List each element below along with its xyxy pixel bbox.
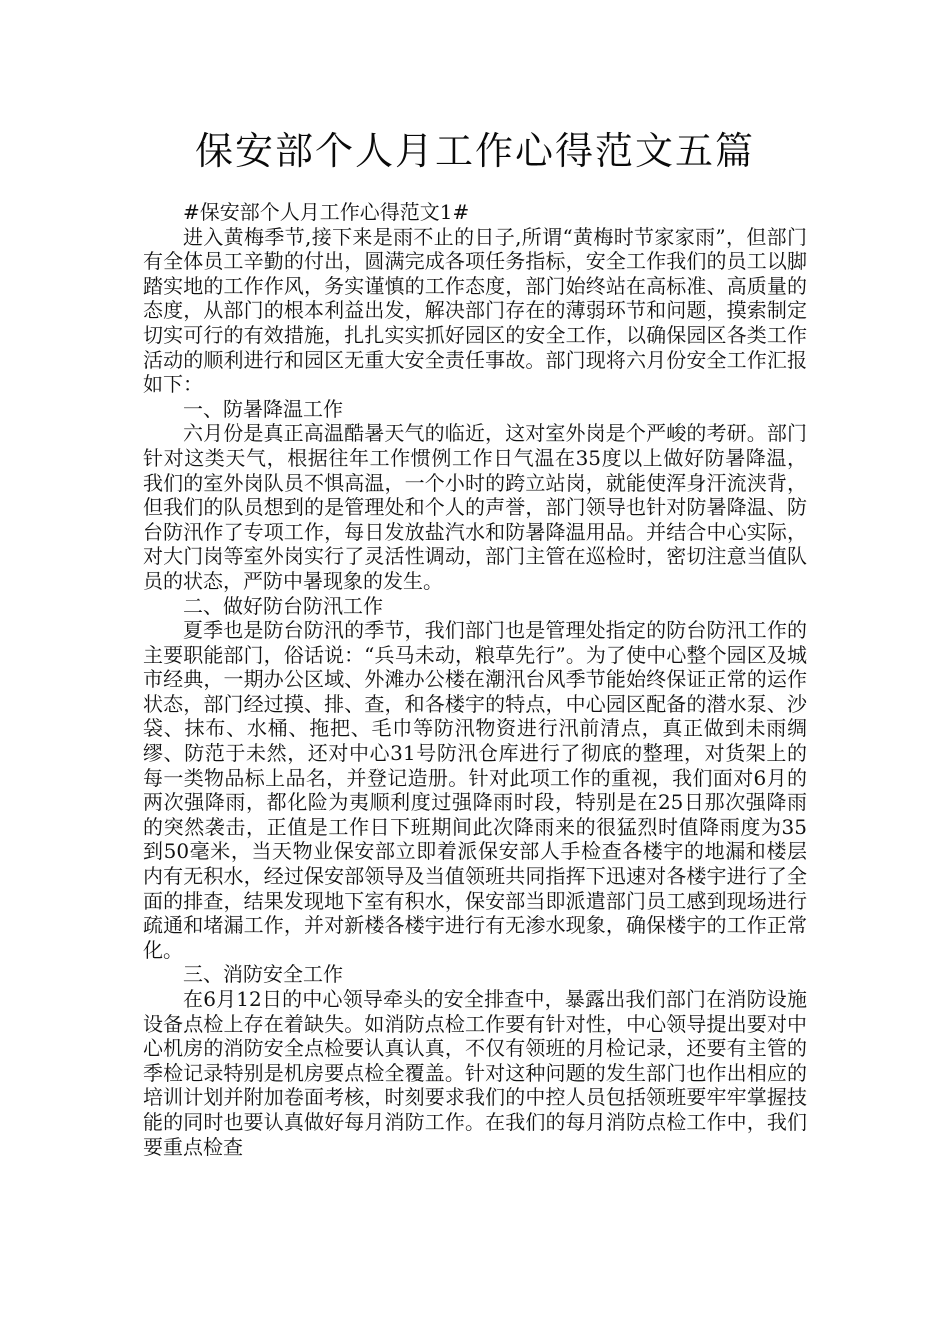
article-subtitle: #保安部个人月工作心得范文1# <box>183 200 470 224</box>
section-heading-flood: 二、做好防台防汛工作 <box>183 593 383 618</box>
section-text-flood: 夏季也是防台防汛的季节，我们部门也是管理处指定的防台防汛工作的主要职能部门，俗话说：“兵马未动，粮草先行”。为了使中心整个园区及城市经典，一期办公区域、外滩办公楼在潮汛台风季节能始终保证正常的运作状态，部门经过摸、排、查，和各楼宇的特点，中心园区配备的潜水泵、沙袋、抹布、水桶、拖把、毛巾等防汛物资进行汛前清点，真正做到未雨绸缪、防范于未然，还对中心31号防汛仓库进行了彻底的整理，对货架上的每一类物品标上品名，并登记造册。针对此项工作的重视，我们面对6月的两次强降雨，都化险为夷顺利度过强降雨时段，特别是在25日那次强降雨的突然袭击，正值是工作日下班期间此次降雨来的很猛烈时值降雨度为35到50毫米，当天物业保安部立即着派保安部人手检查各楼宇的地漏和楼层内有无积水，经过保安部领导及当值领班共同指挥下迅速对各楼宇进行了全面的排查，结果发现地下室有积水，保安部当即派遣部门员工感到现场进行疏通和堵漏工作，并对新楼各楼宇进行有无渗水现象，确保楼宇的工作正常化。 <box>143 618 807 962</box>
section-heading-cooling: 一、防暑降温工作 <box>183 396 343 421</box>
section-heading-fire: 三、消防安全工作 <box>183 962 343 987</box>
intro-paragraph: 进入黄梅季节,接下来是雨不止的日子,所谓“黄梅时节家家雨”，但部门有全体员工辛勤的付出，圆满完成各项任务指标，安全工作我们的员工以脚踏实地的工作作风，务实谨慎的工作态度，部门始终站在高标准、高质量的态度，从部门的根本利益出发，解决部门存在的薄弱环节和问题，摸索制定切实可行的有效措施，扎扎实实抓好园区的安全工作，以确保园区各类工作活动的顺利进行和园区无重大安全责任事故。部门现将六月份安全工作汇报如下： <box>143 224 807 397</box>
section-text-fire: 在6月12日的中心领导牵头的安全排查中，暴露出我们部门在消防设施设备点检上存在着缺失。如消防点检工作要有针对性，中心领导提出要对中心机房的消防安全点检要认真认真，不仅有领班的月检记录，还要有主管的季检记录特别是机房要点检全覆盖。针对这种问题的发生部门也作出相应的培训计划并附加卷面考核，时刻要求我们的中控人员包括领班要牢牢掌握技能的同时也要认真做好每月消防工作。在我们的每月消防点检工作中，我们要重点检查 <box>143 987 807 1159</box>
document-title: 保安部个人月工作心得范文五篇 <box>194 129 755 173</box>
document-body <box>143 200 807 1159</box>
section-text-cooling: 六月份是真正高温酷暑天气的临近，这对室外岗是个严峻的考研。部门针对这类天气，根据往年工作惯例工作日气温在35度以上做好防暑降温，我们的室外岗队员不惧高温，一个小时的跨立站岗，就能使浑身汗流浃背，但我们的队员想到的是管理处和个人的声誉，部门领导也针对防暑降温、防台防汛作了专项工作，每日发放盐汽水和防暑降温用品。并结合中心实际，对大门岗等室外岗实行了灵活性调动，部门主管在巡检时，密切注意当值队员的状态，严防中暑现象的发生。 <box>143 421 807 593</box>
